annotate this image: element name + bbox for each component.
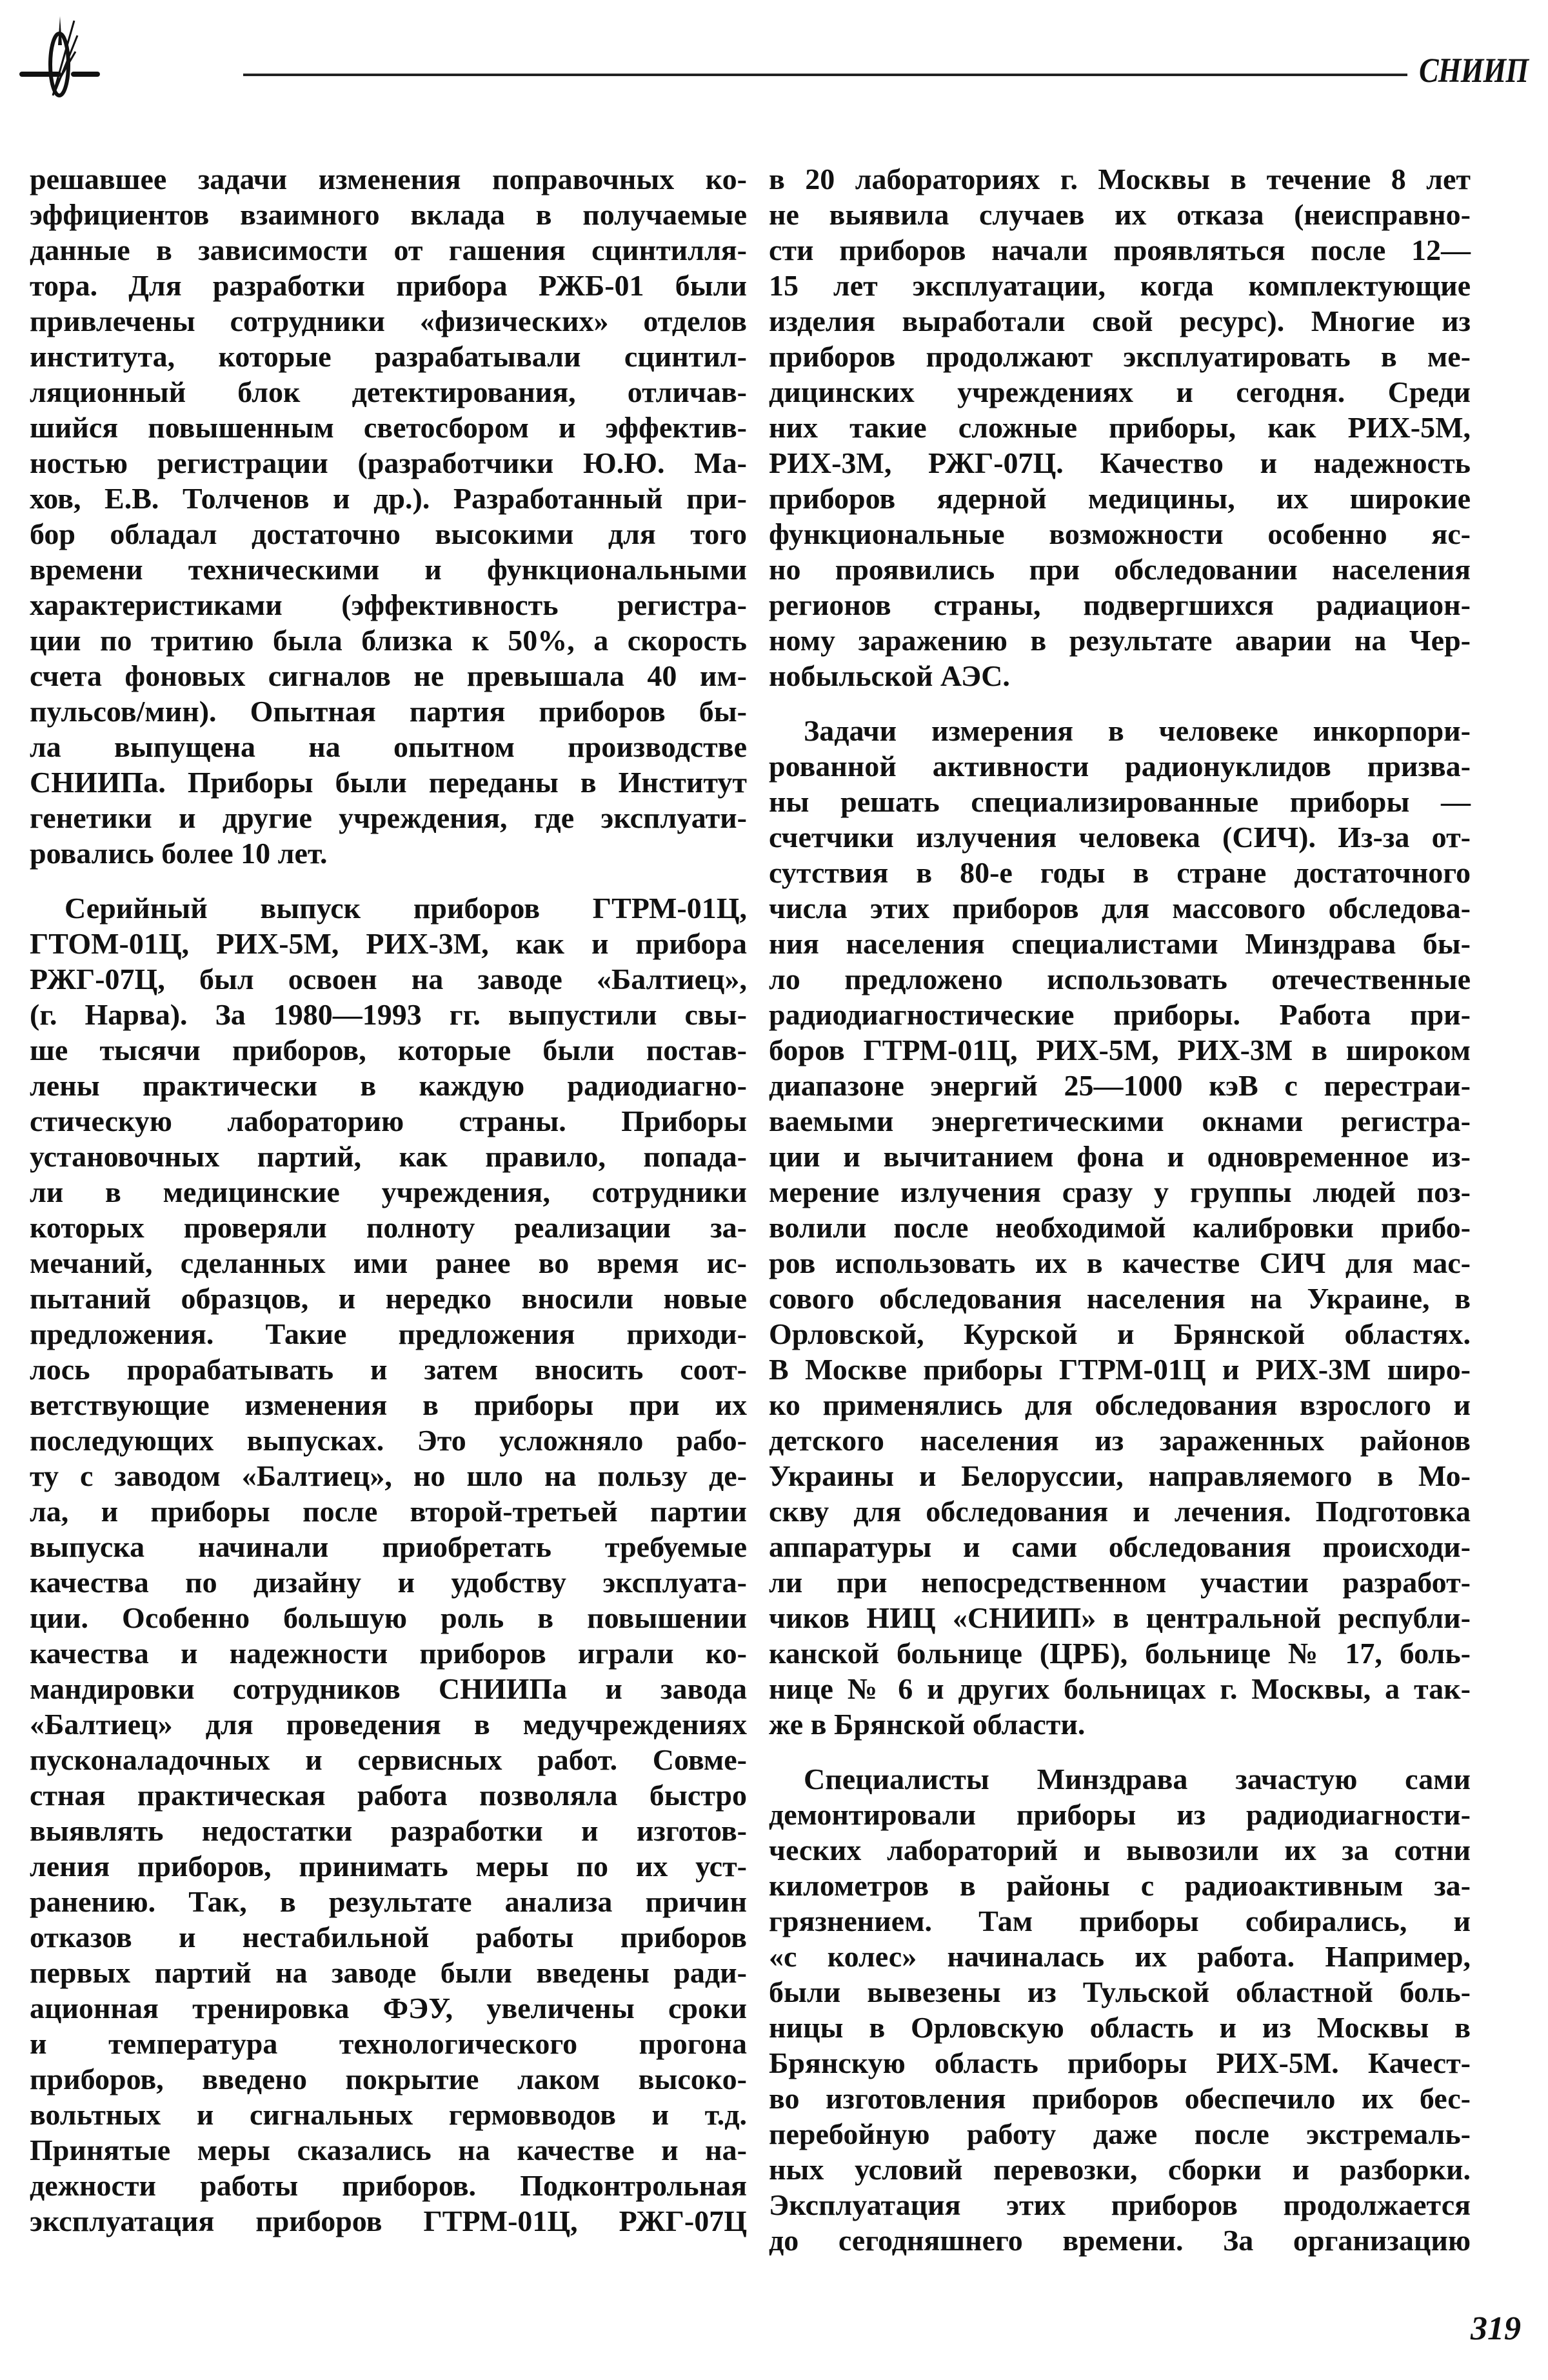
text-line: отказов и нестабильной работы приборов [30, 1921, 747, 1954]
text-line: ления приборов, принимать меры по их уст- [30, 1850, 747, 1883]
text-line: ницы в Орловскую область и из Москвы в [769, 2011, 1471, 2044]
text-line: нобыльской АЭС. [769, 659, 1010, 692]
text-line: эксплуатация приборов ГТРМ-01Ц, РЖГ-07Ц [30, 2205, 747, 2237]
text-line: ли при непосредственном участии разработ- [769, 1566, 1471, 1599]
text-line: до сегодняшнего времени. За организацию [769, 2224, 1471, 2257]
text-line: приборов, введено покрытие лаком высоко- [30, 2063, 747, 2095]
paragraph [30, 161, 747, 871]
text-line: лось прорабатывать и затем вносить соот- [30, 1353, 747, 1386]
text-line: ГТОМ-01Ц, РИХ-5М, РИХ-3М, как и прибора [30, 927, 747, 960]
text-line: не выявила случаев их отказа (неисправно- [769, 198, 1471, 231]
text-line: качества по дизайну и удобству эксплуата- [30, 1566, 747, 1599]
text-line: ции. Особенно большую роль в повышении [30, 1601, 747, 1634]
paragraph [769, 713, 1471, 1742]
text-line: Орловской, Курской и Брянской областях. [769, 1317, 1471, 1350]
text-line: диапазоне энергий 25—1000 кэВ с перестраи- [769, 1069, 1471, 1102]
text-line: ко применялись для обследования взрослого и [769, 1388, 1471, 1421]
text-line: пульсов/мин). Опытная партия приборов бы- [30, 695, 747, 728]
text-line: эффициентов взаимного вклада в получаемые [30, 198, 747, 231]
text-line: ных условий перевозки, сборки и разборки. [769, 2153, 1471, 2186]
text-line: детского населения из зараженных районов [769, 1424, 1471, 1457]
text-line: ационная тренировка ФЭУ, увеличены сроки [30, 1992, 747, 2025]
right-column [769, 161, 1471, 2277]
text-line: мандировки сотрудников СНИИПа и завода [30, 1672, 747, 1705]
text-line: приборов продолжают эксплуатировать в ме- [769, 340, 1471, 373]
text-line: сутствия в 80-е годы в стране достаточного [769, 856, 1471, 889]
text-line: ния населения специалистами Минздрава бы- [769, 927, 1471, 960]
text-line: изделия выработали свой ресурс). Многие из [769, 305, 1471, 337]
text-line: генетики и другие учреждения, где эксплуати- [30, 801, 747, 834]
text-line: последующих выпусках. Это усложняло рабо- [30, 1424, 747, 1457]
text-line: Украины и Белоруссии, направляемого в Мо- [769, 1459, 1471, 1492]
text-line: вольтных и сигнальных гермовводов и т.д. [30, 2098, 747, 2131]
text-line: сового обследования населения на Украине, в [769, 1282, 1471, 1315]
text-line: в 20 лабораториях г. Москвы в течение 8 лет [769, 163, 1471, 195]
text-line: выпуска начинали приобретать требуемые [30, 1530, 747, 1563]
text-line: боров ГТРМ-01Ц, РИХ-5М, РИХ-3М в широком [769, 1034, 1471, 1066]
text-line: рованной активности радионуклидов призва- [769, 750, 1471, 783]
text-line: сти приборов начали проявляться после 12— [769, 234, 1471, 266]
text-line: качества и надежности приборов играли ко- [30, 1637, 747, 1670]
text-line: стическую лабораторию страны. Приборы [30, 1105, 747, 1137]
text-line: ветствующие изменения в приборы при их [30, 1388, 747, 1421]
paragraph [769, 1761, 1471, 2258]
text-line: ли в медицинские учреждения, сотрудники [30, 1175, 747, 1208]
text-line: канской больнице (ЦРБ), больнице № 17, боль- [769, 1637, 1471, 1670]
paragraph [769, 161, 1471, 694]
text-line: ному заражению в результате аварии на Чер- [769, 624, 1471, 657]
sniip-logo-icon [19, 6, 232, 103]
text-line: демонтировали приборы из радиодиагности- [769, 1798, 1471, 1831]
text-line: ровались более 10 лет. [30, 837, 328, 870]
text-line: предложения. Такие предложения приходи- [30, 1317, 747, 1350]
text-line: волили после необходимой калибровки прибо- [769, 1211, 1471, 1244]
text-line: счета фоновых сигналов не превышала 40 им- [30, 659, 747, 692]
text-line: были вывезены из Тульской областной боль- [769, 1975, 1471, 2008]
text-line: ров использовать их в качестве СИЧ для мас- [769, 1246, 1471, 1279]
text-line: хов, Е.В. Толченов и др.). Разработанный при- [30, 482, 747, 515]
text-line: но проявились при обследовании населения [769, 553, 1471, 586]
text-line: мечаний, сделанных ими ранее во время ис- [30, 1246, 747, 1279]
text-line: ше тысячи приборов, которые были постав- [30, 1034, 747, 1066]
text-line: ностью регистрации (разработчики Ю.Ю. Ма- [30, 446, 747, 479]
text-line: стная практическая работа позволяла быстро [30, 1779, 747, 1812]
text-line: Брянскую область приборы РИХ-5М. Качест- [769, 2046, 1471, 2079]
text-line: привлечены сотрудники «физических» отделов [30, 305, 747, 337]
text-line: чиков НИЦ «СНИИП» в центральной республи- [769, 1601, 1471, 1634]
text-line: регионов страны, подвергшихся радиацион- [769, 588, 1471, 621]
text-line: нице № 6 и других больницах г. Москвы, а так- [769, 1672, 1471, 1705]
text-line: Серийный выпуск приборов ГТРМ-01Ц, [64, 892, 747, 925]
text-line: ны решать специализированные приборы — [769, 785, 1471, 818]
text-line: числа этих приборов для массового обследова- [769, 892, 1471, 925]
text-line: 15 лет эксплуатации, когда комплектующие [769, 269, 1471, 302]
text-line: установочных партий, как правило, попада- [30, 1140, 747, 1173]
text-line: решавшее задачи изменения поправочных ко- [30, 163, 747, 195]
text-line: СНИИПа. Приборы были переданы в Институт [30, 766, 747, 799]
text-line: времени техническими и функциональными [30, 553, 747, 586]
text-line: перебойную работу даже после экстремаль- [769, 2117, 1471, 2150]
text-line: пусконаладочных и сервисных работ. Совме- [30, 1743, 747, 1776]
text-line: радиодиагностические приборы. Работа при- [769, 998, 1471, 1031]
text-line: и температура технологического прогона [30, 2027, 747, 2060]
text-line: пытаний образцов, и нередко вносили новые [30, 1282, 747, 1315]
text-line: «Балтиец» для проведения в медучреждениях [30, 1708, 747, 1741]
text-line: данные в зависимости от гашения сцинтилля- [30, 234, 747, 266]
text-line: аппаратуры и сами обследования происходи- [769, 1530, 1471, 1563]
text-line: первых партий на заводе были введены ради- [30, 1956, 747, 1989]
text-line: ции по тритию была близка к 50%, а скорость [30, 624, 747, 657]
text-line: которых проверяли полноту реализации за- [30, 1211, 747, 1244]
text-line: института, которые разрабатывали сцинтил- [30, 340, 747, 373]
text-line: выявлять недостатки разработки и изготов- [30, 1814, 747, 1847]
text-line: «с колес» начиналась их работа. Например, [769, 1940, 1471, 1973]
text-line: скву для обследования и лечения. Подготовка [769, 1495, 1471, 1528]
text-line: характеристиками (эффективность регистра- [30, 588, 747, 621]
text-line: ческих лабораторий и вывозили их за сотни [769, 1834, 1471, 1866]
text-line: В Москве приборы ГТРМ-01Ц и РИХ-3М широ- [769, 1353, 1471, 1386]
text-line: дежности работы приборов. Подконтрольная [30, 2169, 747, 2202]
text-line: них такие сложные приборы, как РИХ-5М, [769, 411, 1471, 444]
text-line: ваемыми энергетическими окнами регистра- [769, 1105, 1471, 1137]
text-line: лены практически в каждую радиодиагно- [30, 1069, 747, 1102]
text-line: РИХ-3М, РЖГ-07Ц. Качество и надежность [769, 446, 1471, 479]
text-line: мерение излучения сразу у группы людей поз- [769, 1175, 1471, 1208]
text-line: шийся повышенным светосбором и эффектив- [30, 411, 747, 444]
text-line: ляционный блок детектирования, отличав- [30, 375, 747, 408]
text-line: функциональные возможности особенно яс- [769, 517, 1471, 550]
text-line: километров в районы с радиоактивным за- [769, 1869, 1471, 1902]
text-line: во изготовления приборов обеспечило их бес- [769, 2082, 1471, 2115]
text-line: ла, и приборы после второй-третьей партии [30, 1495, 747, 1528]
text-line: ранению. Так, в результате анализа причин [30, 1885, 747, 1918]
text-line: Задачи измерения в человеке инкорпори- [804, 714, 1471, 747]
text-line: дицинских учреждениях и сегодня. Среди [769, 375, 1471, 408]
page-number: 319 [1471, 2310, 1521, 2347]
text-line: счетчики излучения человека (СИЧ). Из-за от- [769, 821, 1471, 854]
text-line: ции и вычитанием фона и одновременное из- [769, 1140, 1471, 1173]
text-line: тора. Для разработки прибора РЖБ-01 были [30, 269, 747, 302]
text-line: Специалисты Минздрава зачастую сами [804, 1763, 1471, 1795]
text-line: грязнением. Там приборы собирались, и [769, 1905, 1471, 1937]
text-line: же в Брянской области. [769, 1708, 1086, 1741]
text-line: ло предложено использовать отечественные [769, 963, 1471, 995]
text-line: РЖГ-07Ц, был освоен на заводе «Балтиец», [30, 963, 747, 995]
text-line: Принятые меры сказались на качестве и на- [30, 2134, 747, 2166]
header-rule [243, 74, 1407, 76]
left-column [30, 161, 747, 2258]
running-header-title: СНИИП [1419, 51, 1529, 90]
text-line: ту с заводом «Балтиец», но шло на пользу де- [30, 1459, 747, 1492]
text-line: (г. Нарва). За 1980—1993 гг. выпустили свы- [30, 998, 747, 1031]
text-line: Эксплуатация этих приборов продолжается [769, 2188, 1471, 2221]
paragraph [30, 890, 747, 2239]
text-line: бор обладал достаточно высокими для того [30, 517, 747, 550]
text-line: ла выпущена на опытном производстве [30, 730, 747, 763]
text-line: приборов ядерной медицины, их широкие [769, 482, 1471, 515]
